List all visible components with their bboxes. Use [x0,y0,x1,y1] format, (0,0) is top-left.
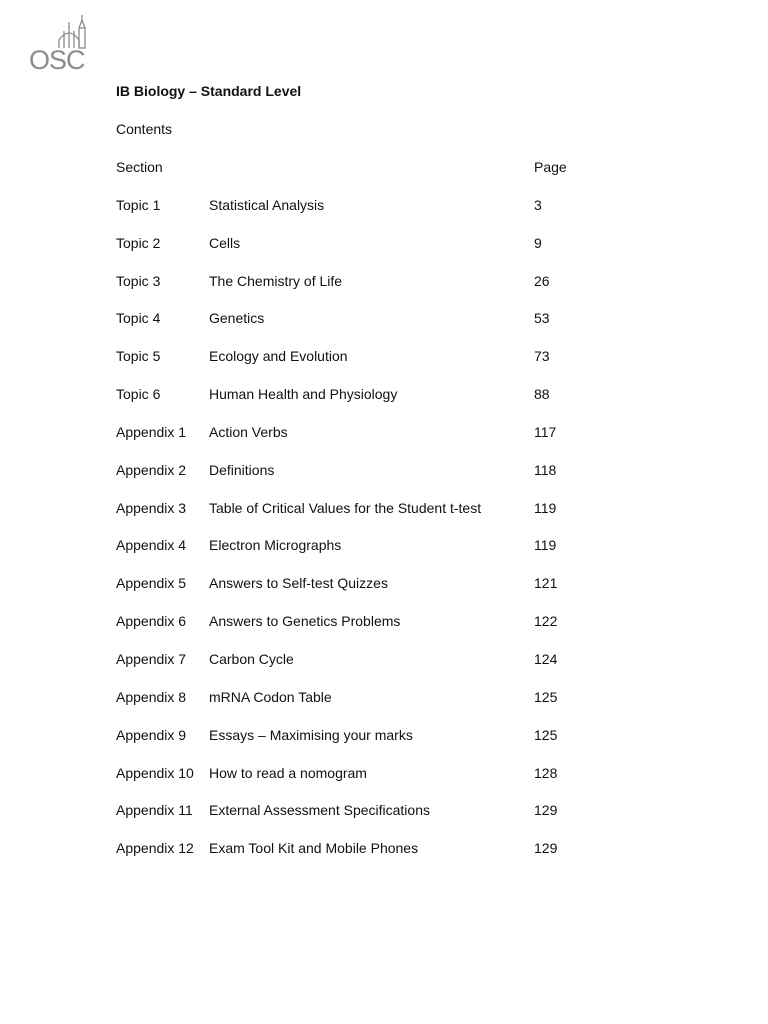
toc-page-number: 122 [534,613,558,630]
toc-header-page: Page [534,159,567,175]
toc-row [116,612,636,650]
logo-wordmark: OSC [29,45,85,75]
toc-page-number: 119 [534,537,557,554]
toc-entry-title: Definitions [209,461,275,478]
toc-row [116,309,636,347]
toc-entry-title: Table of Critical Values for the Student t-test [209,499,482,516]
toc-page-number: 119 [534,499,557,516]
toc-entry-title: Electron Micrographs [209,537,342,554]
toc-section-label: Topic 6 [116,386,161,403]
toc-entry-title: Action Verbs [209,423,288,440]
toc-entry-title: External Assessment Specifications [209,802,430,819]
toc-section-label: Appendix 12 [116,840,194,857]
toc-page-number: 73 [534,348,550,365]
toc-page-number: 129 [534,802,558,819]
toc-row [116,801,636,839]
toc-section-label: Topic 4 [116,310,161,327]
toc-header-row [116,158,636,196]
toc-section-label: Appendix 2 [116,461,187,478]
toc-row [116,650,636,688]
toc-section-label: Appendix 7 [116,650,187,667]
toc-entry-title: The Chemistry of Life [209,272,343,289]
toc-page-number: 9 [534,234,542,251]
toc-entry-title: Cells [209,234,241,251]
toc-row [116,726,636,764]
toc-page-number: 118 [534,461,557,478]
document-title: IB Biology – Standard Level [116,83,302,99]
toc-page-number: 3 [534,196,542,213]
toc-row [116,347,636,385]
toc-page-number: 53 [534,310,550,327]
toc-entry-title: Ecology and Evolution [209,348,348,365]
toc-page-number: 128 [534,764,558,781]
toc-row [116,574,636,612]
toc-page-number: 121 [534,575,558,592]
toc-row [116,423,636,461]
toc-section-label: Appendix 4 [116,537,187,554]
toc-section-label: Topic 2 [116,234,161,251]
toc-entry-title: Carbon Cycle [209,650,294,667]
toc-section-label: Appendix 8 [116,688,187,705]
toc-section-label: Appendix 9 [116,726,187,743]
osc-logo [29,14,91,76]
contents-heading: Contents [116,121,173,137]
toc-entry-title: Essays – Maximising your marks [209,726,413,743]
toc-section-label: Appendix 1 [116,423,187,440]
toc-row [116,839,636,877]
toc-page-number: 125 [534,726,558,743]
toc-row [116,196,636,234]
toc-section-label: Topic 1 [116,196,161,213]
toc-header-section: Section [116,159,163,175]
toc-page-number: 88 [534,386,550,403]
toc-entry-title: Human Health and Physiology [209,386,398,403]
toc-page-number: 125 [534,688,558,705]
toc-row [116,499,636,537]
toc-section-label: Topic 5 [116,348,161,365]
toc-page-number: 26 [534,272,550,289]
toc-row [116,234,636,272]
toc-section-label: Appendix 11 [116,802,193,819]
toc-rows [116,196,636,877]
toc-section-label: Appendix 10 [116,764,194,781]
toc-entry-title: Answers to Self-test Quizzes [209,575,388,592]
toc-section-label: Topic 3 [116,272,161,289]
toc-entry-title: Exam Tool Kit and Mobile Phones [209,840,419,857]
toc-section-label: Appendix 5 [116,575,187,592]
toc-section-label: Appendix 3 [116,499,187,516]
toc-entry-title: Statistical Analysis [209,196,325,213]
toc-page-number: 129 [534,840,558,857]
toc-section-label: Appendix 6 [116,613,187,630]
toc-row [116,764,636,802]
toc-row [116,461,636,499]
table-of-contents [116,158,636,877]
toc-row [116,385,636,423]
toc-entry-title: mRNA Codon Table [209,688,332,705]
toc-entry-title: Answers to Genetics Problems [209,613,401,630]
toc-entry-title: Genetics [209,310,265,327]
toc-row [116,272,636,310]
toc-entry-title: How to read a nomogram [209,764,367,781]
toc-row [116,688,636,726]
toc-page-number: 124 [534,650,558,667]
toc-row [116,536,636,574]
toc-page-number: 117 [534,423,557,440]
